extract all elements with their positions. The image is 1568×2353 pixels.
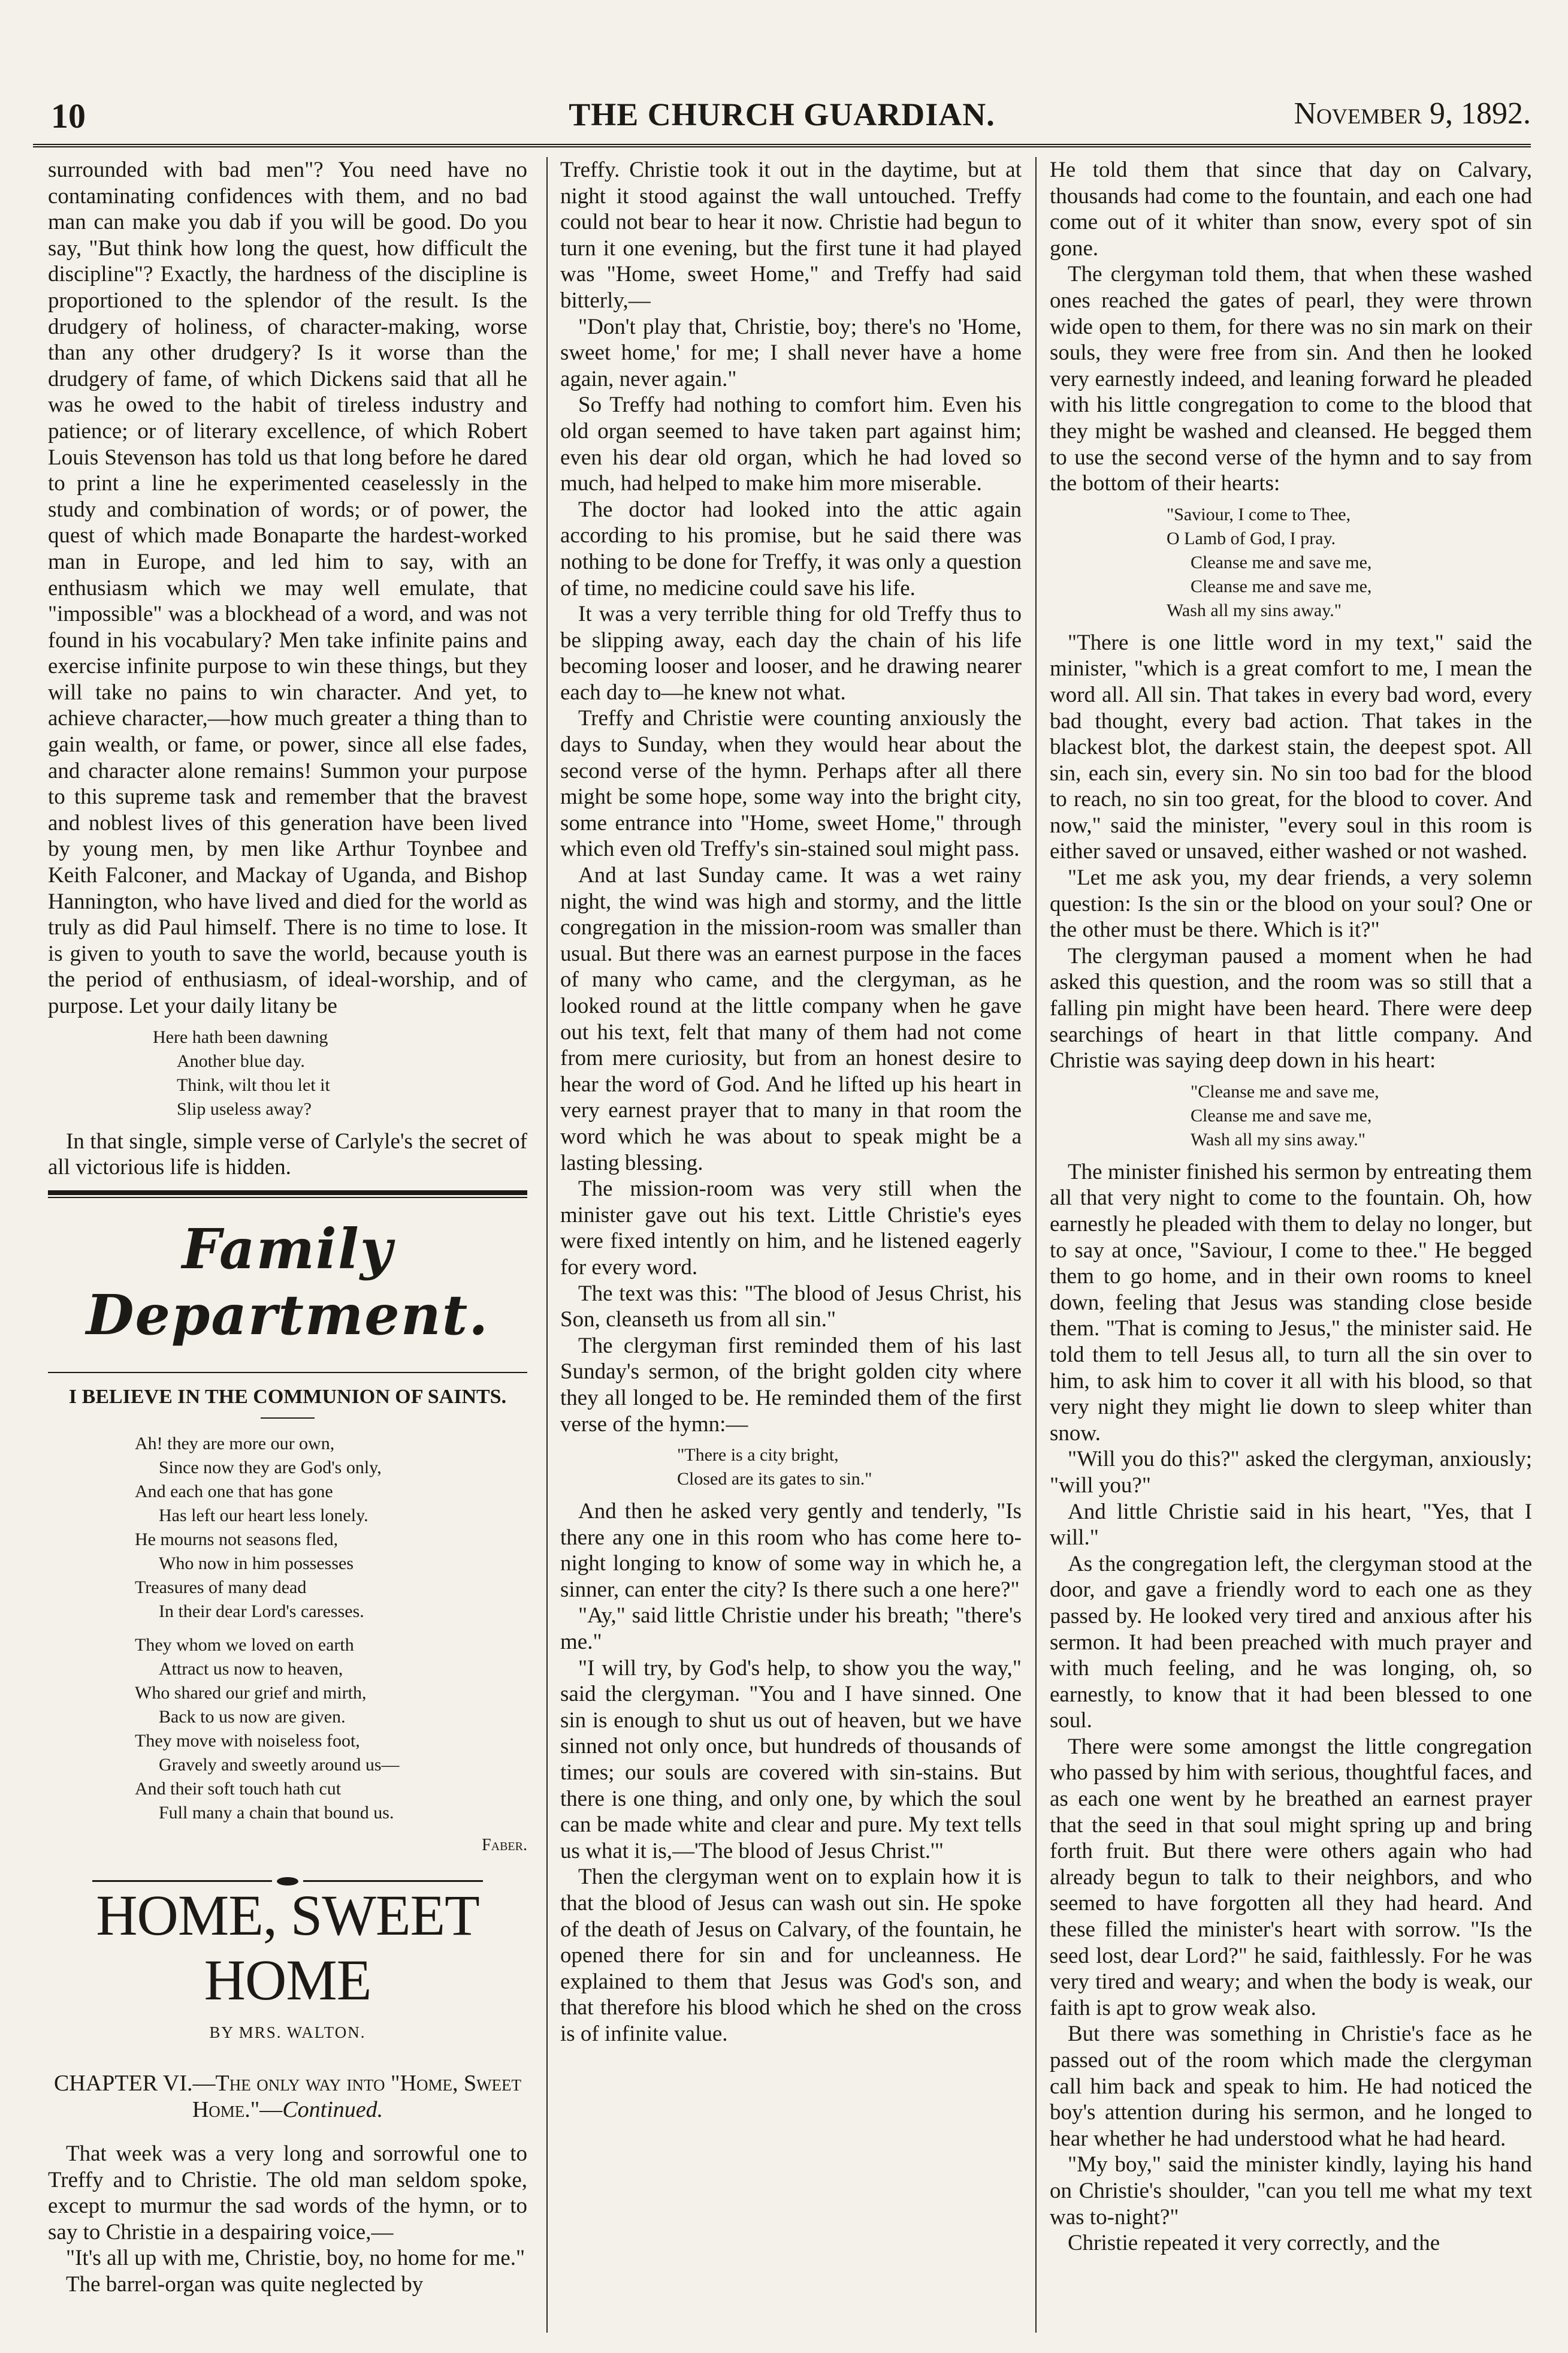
paragraph: He told them that since that day on Calvary, thousands had come to the fountain, and each one had come out of it whiter than snow, every spot of sin gone. (1050, 158, 1532, 261)
page-number: 10 (51, 96, 86, 135)
poem-title: I BELIEVE IN THE COMMUNION OF SAINTS. (68, 1385, 507, 1408)
newspaper-title: THE CHURCH GUARDIAN. (569, 96, 995, 132)
column-divider (546, 157, 548, 2333)
paragraph: "Don't play that, Christie, boy; there's no 'Home, sweet home,' for me; I shall never have a home again, never again." (560, 314, 1022, 391)
hymn-quote: "Cleanse me and save me, Cleanse me and save me, Wash all my sins away." (1191, 1081, 1379, 1150)
paragraph: That week was a very long and sorrowful one to Treffy and to Christie. The old man seldom spoke, except to murmur the sad words of the hymn, or to say to Christie in a despairing voice,— (48, 2141, 527, 2245)
paragraph: "I will try, by God's help, to show you the way," said the clergyman. "You and I have sinned. One sin is enough to shut us out of heaven, but we have sinned not only once, but hundreds of thousands of times; our souls are covered with sin-stains. But there is one thing, and only one, by which the soul can be made white and clear and pure. My text tells us what it is,—'The blood of Jesus Christ.'" (560, 1655, 1022, 1863)
hymn-quote: "Saviour, I come to Thee, O Lamb of God, I pray. Cleanse me and save me, Cleanse me and save me, Wash all my sins away." (1167, 504, 1372, 620)
hymn-quote: "There is a city bright, Closed are its gates to sin." (677, 1445, 872, 1489)
column-1 (48, 157, 527, 2333)
section-rule (48, 1372, 527, 1373)
paragraph: The doctor had looked into the attic again according to his promise, but he said there was nothing to be done for Treffy, it was only a question of time, no medicine could save his life. (560, 497, 1022, 601)
story-byline: BY MRS. WALTON. (209, 2023, 366, 2042)
poem-author: Faber. (482, 1835, 527, 1854)
paragraph: surrounded with bad men"? You need have no contaminating confidences with them, and no bad man can make you dab if you will be good. Do you say, "But think how long the quest, how difficult the discipline"? Exactly, the hardness of the discipline is proportioned to the splendor of the result. Is the drudgery of holiness, of character-making, worse than any other drudgery? Is it worse than the drudgery of fame, of which Dickens said that all he was he owed to the habit of tireless industry and patience; or of literary excellence, of which Robert Louis Stevenson has told us that long before he dared to print a line he experimented ceaselessly in the study and combination of words; or of power, the quest of which made Bonaparte the hardest-worked man in Europe, and led him to say, with an enthusiasm which we may well emulate, that "impossible" was a blockhead of a word, and was not found in his vocabulary? Men take infinite pains and exercise infinite purpose to win these things, but they will take no pains to win character. And yet, to achieve character,—how much greater a thing than to gain wealth, or fame, or power, since all else fades, and character alone remains! Summon your purpose to this supreme task and remember that the bravest and noblest lives of this generation have been lived by young men, by men like Arthur Toynbee and Keith Falconer, and Mackay of Uganda, and Bishop Hannington, who have lived and died for the world as truly as did Paul himself. There is no time to lose. It is given to youth to save the world, because youth is the period of enthusiasm, of ideal-worship, and of purpose. Let your daily litany be (48, 158, 527, 1018)
paragraph: As the congregation left, the clergyman stood at the door, and gave a friendly word to each one as they passed by. He looked very tired and anxious after his sermon. It had been preached with much prayer and with much feeling, and he was longing, oh, so earnestly, to know that it had been blessed to one soul. (1050, 1551, 1532, 1733)
header-rule (33, 144, 1531, 150)
paragraph: "It's all up with me, Christie, boy, no home for me." (66, 2246, 525, 2271)
page-header (33, 96, 1531, 133)
paragraph: There were some amongst the little congregation who passed by him with serious, thoughtful faces, and as each one went by he breathed an earnest prayer that the seed in that soul might spring up and bring forth fruit. But there were others again who had already begun to talk to their neighbors, and who seemed to have forgotten all they had heard. And these filled the minister's heart with sorrow. "Is the seed lost, dear Lord?" he said, faithlessly. For he was very tired and weary; and when the body is weak, our faith is apt to grow weak also. (1050, 1734, 1532, 2020)
paragraph: The barrel-organ was quite neglected by (66, 2271, 424, 2297)
paragraph: The mission-room was very still when the minister gave out his text. Little Christie's eyes were fixed intently on him, and he listened eagerly for every word. (560, 1176, 1022, 1280)
paragraph: But there was something in Christie's face as he passed out of the room which made the clergyman call him back and speak to him. He had noticed the boy's attention during his sermon, and he longed to hear whether he had understood what he had heard. (1050, 2022, 1532, 2151)
paragraph: Then the clergyman went on to explain how it is that the blood of Jesus can wash out sin. He spoke of the death of Jesus on Calvary, of the fountain, he opened there for sin and for uncleanness. He explained to them that Jesus was God's son, and that therefore his blood which he shed on the cross is of infinite value. (560, 1865, 1022, 2046)
paragraph: Treffy and Christie were counting anxiously the days to Sunday, when they would hear about the second verse of the hymn. Perhaps after all there might be some hope, some way into the bright city, some entrance into "Home, sweet Home," through which even old Treffy's sin-stained soul might pass. (560, 706, 1022, 862)
paragraph: "Ay," said little Christie under his breath; "there's me." (560, 1603, 1022, 1655)
paragraph: Christie repeated it very correctly, and the (1068, 2231, 1440, 2256)
department-heading: Family Department. (86, 1216, 490, 1347)
column-3 (1050, 157, 1532, 2333)
paragraph: And little Christie said in his heart, "Yes, that I will." (1050, 1499, 1532, 1550)
ornament-divider (48, 1866, 527, 1875)
chapter-heading: CHAPTER VI.—The only way into "Home, Sweet Home."—Continued. (53, 2070, 522, 2122)
paragraph: The text was this: "The blood of Jesus Christ, his Son, cleanseth us from all sin." (560, 1281, 1022, 1332)
paragraph: "My boy," said the minister kindly, laying his hand on Christie's shoulder, "can you tell me what my text was to-night?" (1050, 2152, 1532, 2230)
paragraph: The minister finished his sermon by entreating them all that very night to come to the fountain. Oh, how earnestly he pleaded with them to delay no longer, but to say at once, "Saviour, I come to thee." He begged them to go home, and in their own rooms to kneel down, feeling that Jesus was standing close beside them. "That is coming to Jesus," the minister said. He told them to tell Jesus all, to turn all the sin over to him, to ask him to cover it all with his blood, so that very night they might lie down to sleep whiter than snow. (1050, 1159, 1532, 1446)
column-2 (560, 157, 1022, 2333)
paragraph: "There is one little word in my text," said the minister, "which is a great comfort to me, I mean the word all. All sin. That takes in every bad word, every bad thought, every bad action. That takes in the blackest blot, the darkest stain, the deepest spot. All sin, each sin, every sin. No sin too bad for the blood to reach, no sin too great, for the blood to cover. And now," said the minister, "every soul in this room is either saved or unsaved, either washed or not washed. (1050, 630, 1532, 864)
paragraph: It was a very terrible thing for old Treffy thus to be slipping away, each day the chain of his life becoming looser and looser, and he drawing nearer each day to—he knew not what. (560, 602, 1022, 705)
story-title: HOME, SWEET HOME (96, 1883, 479, 2013)
paragraph: So Treffy had nothing to comfort him. Even his old organ seemed to have taken part against him; even his dear old organ, which he had loved so much, had helped to make him more miserable. (560, 393, 1022, 496)
paragraph: "Will you do this?" asked the clergyman, anxiously; "will you?" (1050, 1447, 1532, 1498)
paragraph: And then he asked very gently and tenderly, "Is there any one in this room who has come here to-night longing to know of some way in which he, a sinner, can enter the city? Is there such a one here?" (560, 1499, 1022, 1602)
section-rule (48, 1190, 527, 1195)
column-divider (1035, 157, 1037, 2333)
paragraph: And at last Sunday came. It was a wet rainy night, the wind was high and stormy, and the little congregation in the mission-room was smaller than usual. But there was an earnest purpose in the faces of many who came, and the clergyman, as he looked round at the little company when he gave out his text, felt that many of them had not come from mere curiosity, but from an honest desire to hear the word of God. And he lifted up his heart in very earnest prayer that to many in that room the word which he was about to speak might be a lasting blessing. (560, 863, 1022, 1175)
poem-communion: Ah! they are more our own, Since now they are God's only, And each one that has gone Has left our heart less lonely. He mourns not seasons fled, Who now in him possesses Treasures of many dead In their dear Lord's caresses. They whom we loved on earth Attract us now to heaven, Who shared our grief and mirth, Back to us now are given. They move with noiseless foot, Gravely and sweetly around us— And their soft touch hath cut Full many a chain that bound us. (135, 1433, 400, 1823)
paragraph: "Let me ask you, my dear friends, a very solemn question: Is the sin or the blood on your soul? One or the other must be there. Which is it?" (1050, 865, 1532, 943)
paragraph: Treffy. Christie took it out in the daytime, but at night it stood against the wall untouched. Treffy could not bear to hear it now. Christie had begun to turn it one evening, but the first tune it had played was "Home, sweet Home," and Treffy had said bitterly,— (560, 158, 1022, 313)
paragraph: The clergyman first reminded them of his last Sunday's sermon, of the bright golden city where they all longed to be. He reminded them of the first verse of the hymn:— (560, 1333, 1022, 1437)
issue-date: November 9, 1892. (1294, 96, 1531, 131)
paragraph: In that single, simple verse of Carlyle's the secret of all victorious life is hidden. (48, 1129, 527, 1180)
poem-litany: Here hath been dawning Another blue day. Think, wilt thou let it Slip useless away? (153, 1027, 330, 1119)
paragraph: The clergyman paused a moment when he had asked this question, and the room was so still that a falling pin might have been heard. There were deep searchings of heart in that little company. And Christie was saying deep down in his heart: (1050, 943, 1532, 1073)
paragraph: The clergyman told them, that when these washed ones reached the gates of pearl, they were thrown wide open to them, for there was no sin mark on their souls, they were free from sin. And then he looked very earnestly indeed, and leaning forward he pleaded with his little congregation to come to the blood that they might be washed and cleansed. He begged them to use the second verse of the hymn and to say from the bottom of their hearts: (1050, 262, 1532, 496)
